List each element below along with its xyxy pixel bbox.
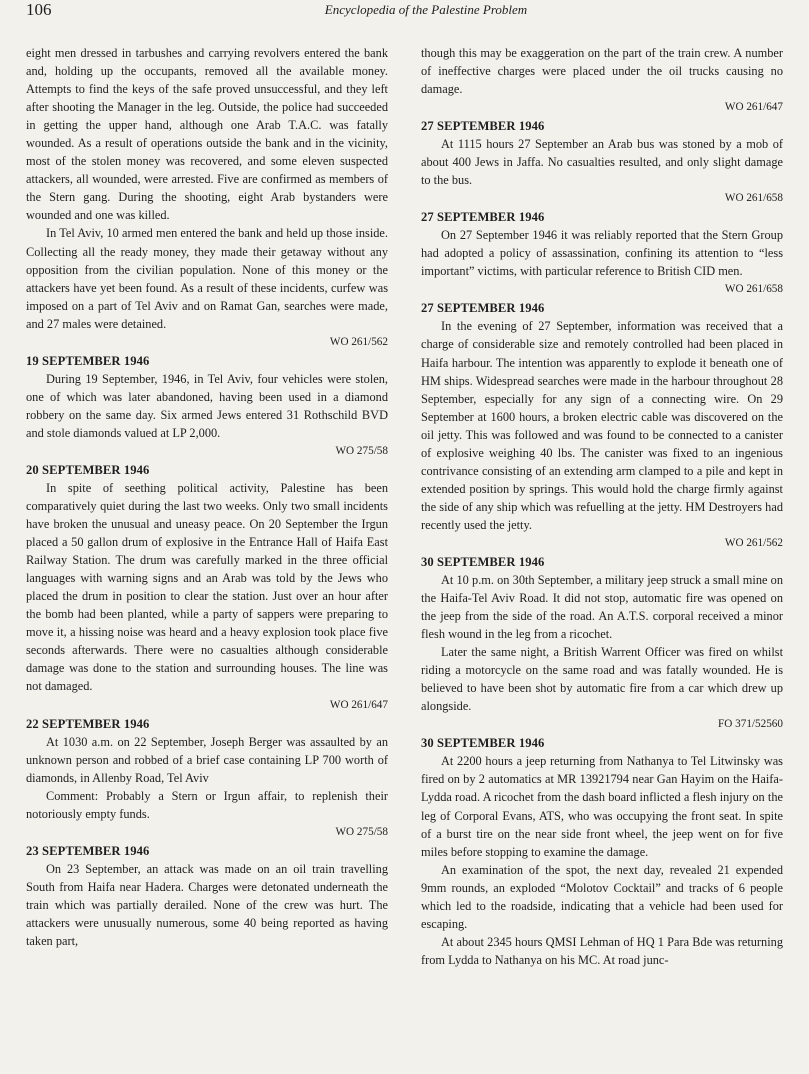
entry-date-heading: 30 SEPTEMBER 1946 xyxy=(421,554,545,569)
chronology-entry xyxy=(421,553,783,733)
chronology-entry xyxy=(421,734,783,969)
source-citation: WO 275/58 xyxy=(335,444,388,457)
chronology-entry xyxy=(26,461,388,714)
body-paragraph: though this may be exaggeration on the part of the train crew. A number of ineffective charges were placed under the oil trucks causing no damage. xyxy=(421,46,783,97)
entry-date-heading: 20 SEPTEMBER 1946 xyxy=(26,462,150,477)
source-citation: WO 261/658 xyxy=(724,192,783,205)
chronology-entry xyxy=(421,299,783,552)
body-paragraph: At 2200 hours a jeep returning from Nathanya to Tel Litwinsky was fired on by 2 automatics at MR 13921794 near Gan Hayim on the Haifa-Lydda road. A ricochet from the dash board inflicted a flesh injury on the leg of Corporal Evans, ATS, who was occupying the front seat. In spite of a burst tire on the near side front wheel, the jeep went on for five miles before stopping to examine the damage. xyxy=(421,754,783,859)
body-paragraph: eight men dressed in tarbushes and carrying revolvers entered the bank and, holding up the occupants, removed all the available money. Attempts to find the keys of the safe proved unsuccessful, and they left after shooting the Manager in the leg. Outside, the police had succeeded in getting the upper hand, although one Arab T.A.C. was fatally wounded. As a result of operations outside the bank and in the vicinity, most of the stolen money was recovered, and some eleven suspected attackers, all wounded, were arrested. Five are confirmed as members of the Stern gang. During the shooting, eight Arab bystanders were wounded and one was killed. xyxy=(26,46,388,223)
entry-date-heading: 27 SEPTEMBER 1946 xyxy=(421,119,545,134)
body-paragraph: During 19 September, 1946, in Tel Aviv, four vehicles were stolen, one of which was later abandoned, having been used in a diamond robbery on the same day. Six armed Jews entered 31 Rothschild BVD and stole diamonds valued at LP 2,000. xyxy=(26,371,388,440)
body-paragraph: Comment: Probably a Stern or Irgun affair, to replenish their notoriously empty funds. xyxy=(26,788,388,821)
source-citation: WO 261/658 xyxy=(724,283,783,296)
chronology-entry xyxy=(421,208,783,298)
body-paragraph: At 1030 a.m. on 22 September, Joseph Berger was assaulted by an unknown person and robbed of a brief case containing LP 700 worth of diamonds, in Allenby Road, Tel Aviv xyxy=(26,734,388,785)
source-citation: WO 275/58 xyxy=(335,825,388,838)
right-column xyxy=(421,44,783,969)
body-paragraph: On 27 September 1946 it was reliably reported that the Stern Group had adopted a policy of assassination, confining its attention to “less important” victims, with particular reference to British CID men. xyxy=(421,228,783,279)
body-paragraph: Later the same night, a British Warrent Officer was fired on whilst riding a motorcycle on the same road and was fatally wounded. He is believed to have been shot by automatic fire from a car which drew up alongside. xyxy=(421,645,783,714)
body-paragraph: At 10 p.m. on 30th September, a military jeep struck a small mine on the Haifa-Tel Aviv Road. It did not stop, automatic fire was opened on the jeep from the side of the road. An A.T.S. corporal received a minor flesh wound in the leg from a ricochet. xyxy=(421,572,783,642)
running-title: Encyclopedia of the Palestine Problem xyxy=(324,2,528,17)
entry-date-heading: 27 SEPTEMBER 1946 xyxy=(421,301,545,316)
page-number: 106 xyxy=(26,0,52,19)
source-citation: WO 261/647 xyxy=(724,101,783,114)
entry-date-heading: 27 SEPTEMBER 1946 xyxy=(421,210,545,225)
body-paragraph: An examination of the spot, the next day, revealed 21 expended 9mm rounds, an exploded “Molotov Cocktail” and tracks of 6 people which led to the roadside, indicating that a vehicle had been used for escaping. xyxy=(421,862,783,931)
entry-date-heading: 23 SEPTEMBER 1946 xyxy=(26,843,150,858)
source-citation: WO 261/562 xyxy=(329,335,388,348)
chronology-entry xyxy=(26,842,388,950)
body-paragraph: At 1115 hours 27 September an Arab bus was stoned by a mob of about 400 Jews in Jaffa. No casualties resulted, and only slight damage to the bus. xyxy=(421,137,783,188)
page-header xyxy=(26,0,786,24)
body-paragraph: At about 2345 hours QMSI Lehman of HQ 1 Para Bde was returning from Lydda to Nathanya on his MC. At road junc- xyxy=(421,934,783,967)
chronology-entry xyxy=(26,352,388,460)
entry-date-heading: 30 SEPTEMBER 1946 xyxy=(421,736,545,751)
body-paragraph: In the evening of 27 September, information was received that a charge of considerable size and remotely controlled had been placed in Haifa harbour. The intention was apparently to explode it beneath one of HM ships. Widespread searches were made in the harbour throughout 28 September, especially for any sign of a connecting wire. On 29 September at 1600 hours, a broken electric cable was discovered on the oil jetty. This was followed and was found to be connected to a canister of explosive weighing 40 lbs. The canister was fixed to an ingenious contrivance consisting of an extending arm clamped to a pile and kept in extended position by springs. This would hold the charge firmly against the side of any ship which was refuelling at the jetty. HM Destroyers had recently used the jetty. xyxy=(421,319,783,532)
chronology-entry xyxy=(421,117,783,207)
source-citation: FO 371/52560 xyxy=(718,718,783,731)
entry-date-heading: 19 SEPTEMBER 1946 xyxy=(26,353,150,368)
body-paragraph: On 23 September, an attack was made on an oil train travelling South from Haifa near Hadera. Charges were detonated underneath the train which was partially derailed. None of the crew was hurt. The attackers were unusually numerous, some 40 being reported as having taken part, xyxy=(26,861,388,948)
source-citation: WO 261/647 xyxy=(329,698,388,711)
body-paragraph: In spite of seething political activity, Palestine has been comparatively quiet during the last two weeks. Only two small incidents have broken the unusual and uneasy peace. On 20 September the Irgun placed a 50 gallon drum of explosive in the Entrance Hall of Haifa East Railway Station. The drum was carefully marked in the three official languages with warning signs and an Arab was told by the Jews who placed the drum in position to clear the station. Just over an hour after the bomb had been planted, while a party of sappers were preparing to move it, a hissing noise was heard and a heavy explosion took place five seconds afterwards. There were no casualties although considerable damage was done to the station and surrounding houses. The line was not damaged. xyxy=(26,480,388,694)
chronology-entry xyxy=(26,715,388,841)
left-column xyxy=(26,44,388,950)
source-citation: WO 261/562 xyxy=(724,536,783,549)
body-paragraph: In Tel Aviv, 10 armed men entered the bank and held up those inside. Collecting all the ready money, they made their getaway without any opposition from the civilian population. None of this money or the attackers have yet been found. As a result of these incidents, curfew was imposed on a part of Tel Aviv and on Ramat Gan, searches were made, and 27 males were detained. xyxy=(26,226,388,331)
entry-date-heading: 22 SEPTEMBER 1946 xyxy=(26,716,150,731)
